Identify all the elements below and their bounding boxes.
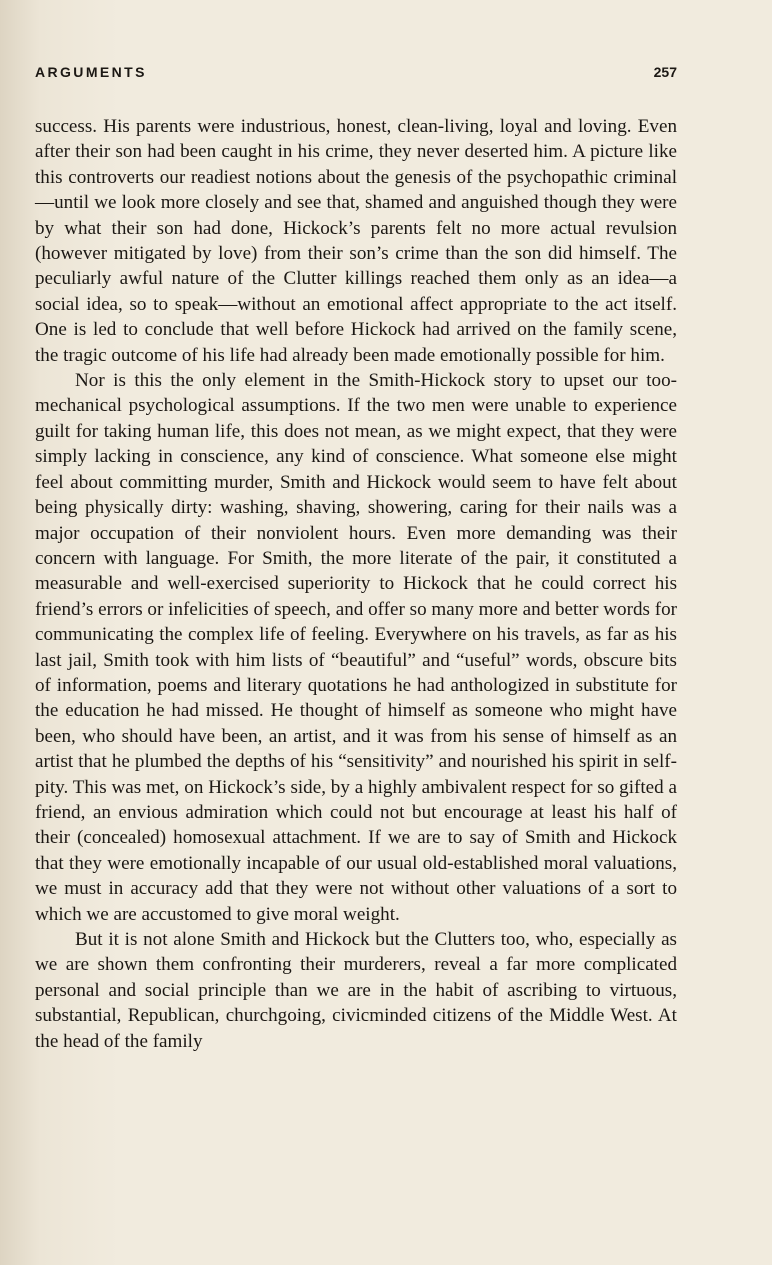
body-text: [35, 114, 677, 1054]
running-title: ARGUMENTS: [35, 64, 147, 80]
running-head: [35, 64, 677, 88]
paragraph-3: But it is not alone Smith and Hickock but the Clutters too, who, especially as we are shown them confronting their murderers, reveal a far more complicated personal and social principle than we are in the habit of ascribing to virtuous, substantial, Republican, churchgoing, civicminded citizens of the Middle West. At the head of the family: [35, 929, 677, 1052]
book-page: [35, 64, 677, 1054]
paragraph-1: success. His parents were industrious, honest, clean-living, loyal and loving. Even after their son had been caught in his crime, they never deserted him. A picture like this controverts our readiest notions about the genesis of the psychopathic criminal—until we look more closely and see that, shamed and anguished though they were by what their son had done, Hickock’s parents felt no more actual revulsion (however mitigated by love) from their son’s crime than the son did himself. The peculiarly awful nature of the Clutter killings reached them only as an idea—a social idea, so to speak—without an emotional affect appropriate to the act itself. One is led to conclude that well before Hickock had arrived on the family scene, the tragic outcome of his life had already been made emotionally possible for him.: [35, 116, 677, 366]
page-number: 257: [653, 64, 677, 80]
paragraph-2: Nor is this the only element in the Smith-Hickock story to upset our too-mechanical psychological assumptions. If the two men were unable to experience guilt for taking human life, this does not mean, as we might expect, that they were simply lacking in conscience, any kind of conscience. What someone else might feel about committing murder, Smith and Hickock would seem to have felt about being physically dirty: washing, shaving, showering, caring for their nails was a major occupation of their nonviolent hours. Even more demanding was their concern with language. For Smith, the more literate of the pair, it constituted a measurable and well-exercised superiority to Hickock that he could correct his friend’s errors or infelicities of speech, and offer so many more and better words for communicating the complex life of feeling. Everywhere on his travels, as far as his last jail, Smith took with him lists of “beautiful” and “useful” words, obscure bits of information, poems and literary quotations he had anthologized in substitute for the education he had missed. He thought of himself as someone who might have been, who should have been, an artist, and it was from his sense of himself as an artist that he plumbed the depths of his “sensitivity” and nourished his spirit in self-pity. This was met, on Hickock’s side, by a highly ambivalent respect for so gifted a friend, an envious admiration which could not but encourage at least his half of their (concealed) homosexual attachment. If we are to say of Smith and Hickock that they were emotionally incapable of our usual old-established moral valuations, we must in accuracy add that they were not without other valuations of a sort to which we are accustomed to give moral weight.: [35, 370, 677, 925]
